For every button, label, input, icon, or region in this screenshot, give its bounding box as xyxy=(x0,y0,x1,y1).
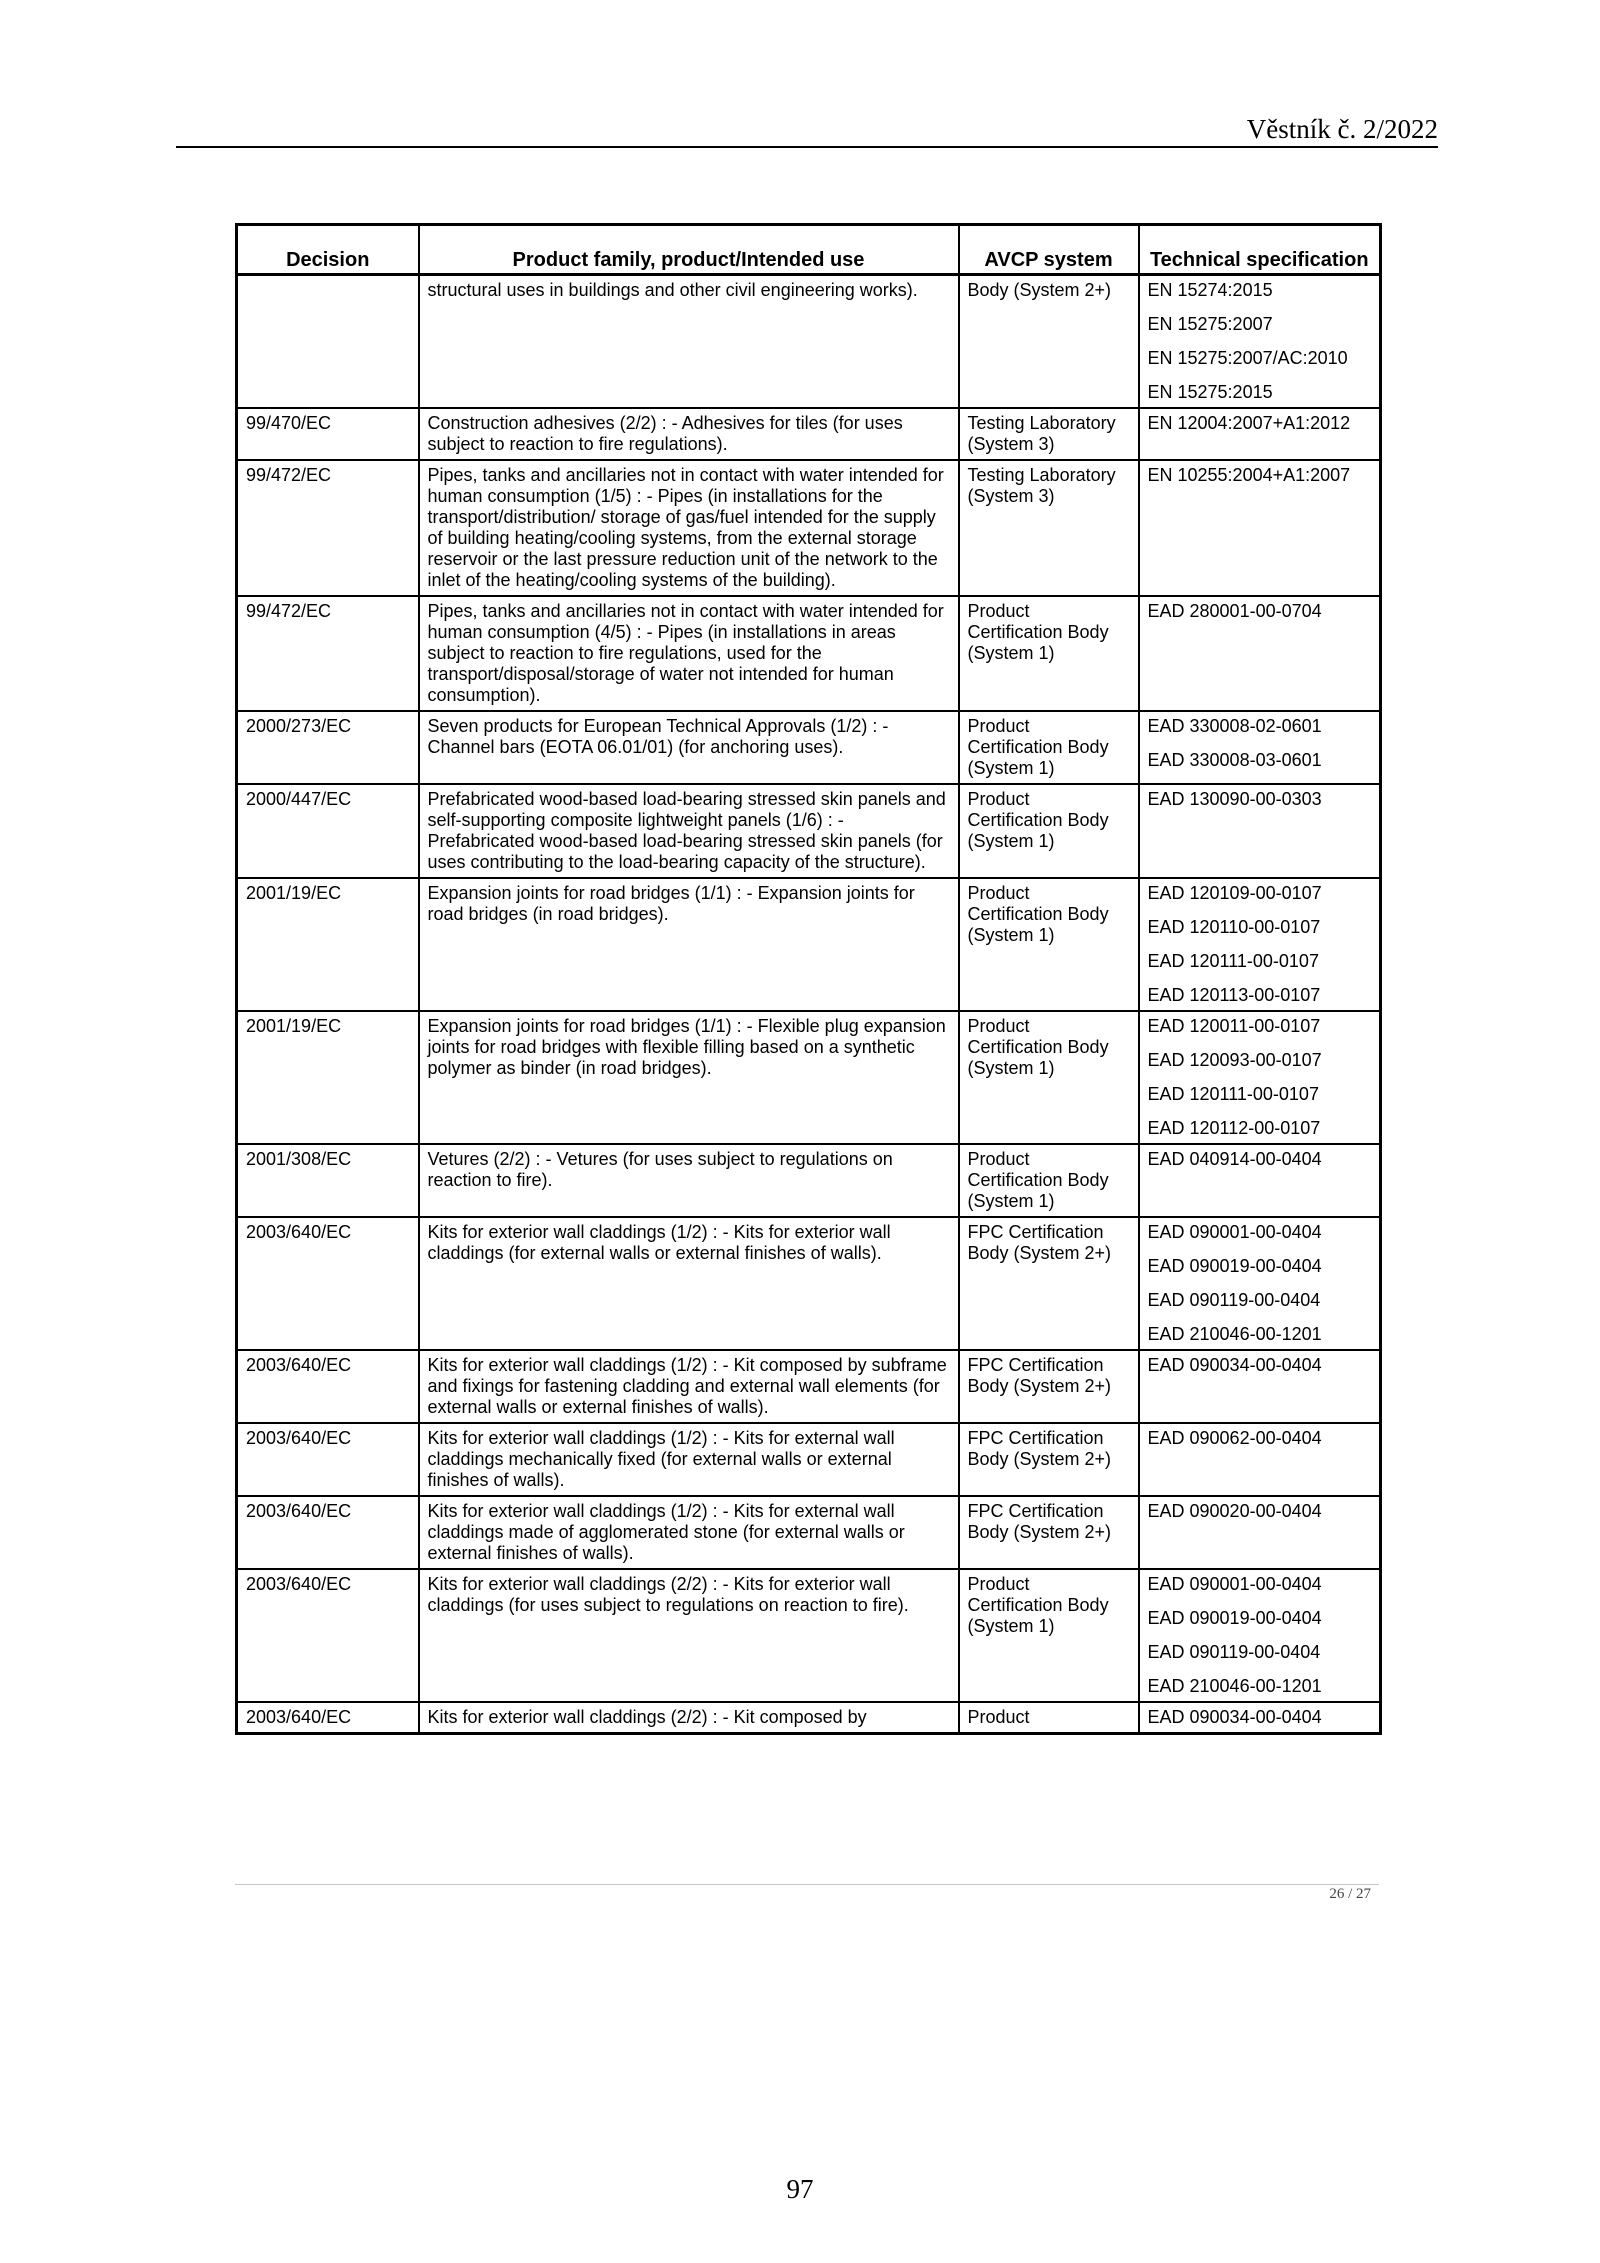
specification-cell xyxy=(1139,784,1381,878)
product-cell: Expansion joints for road bridges (1/1) : - Expansion joints for road bridges (in road bridges). xyxy=(419,878,959,1011)
specification-cell xyxy=(1139,460,1381,596)
specification-item: EAD 120111-00-0107 xyxy=(1147,951,1319,971)
avcp-cell: Product Certification Body (System 1) xyxy=(959,784,1139,878)
avcp-cell: Product Certification Body (System 1) xyxy=(959,1569,1139,1702)
specification-cell xyxy=(1139,408,1381,460)
specification-cell xyxy=(1139,596,1381,711)
avcp-cell: Product xyxy=(959,1702,1139,1734)
specification-item: EAD 120113-00-0107 xyxy=(1147,985,1321,1005)
running-head: Věstník č. 2/2022 xyxy=(1246,114,1438,144)
avcp-cell: Product Certification Body (System 1) xyxy=(959,1144,1139,1217)
specification-item: EAD 090119-00-0404 xyxy=(1147,1642,1321,1662)
decision-cell: 99/472/EC xyxy=(237,596,419,711)
table-row xyxy=(237,1423,1381,1496)
footer-rule xyxy=(235,1884,1379,1885)
decision-cell: 99/472/EC xyxy=(237,460,419,596)
specification-item: EAD 090119-00-0404 xyxy=(1147,1290,1321,1310)
decision-cell: 2001/19/EC xyxy=(237,878,419,1011)
table-row xyxy=(237,1011,1381,1144)
avcp-cell: Product Certification Body (System 1) xyxy=(959,711,1139,784)
specification-item: EAD 330008-02-0601 xyxy=(1147,716,1322,736)
table-row xyxy=(237,1350,1381,1423)
specification-item: EAD 210046-00-1201 xyxy=(1147,1676,1322,1696)
specification-item: EAD 040914-00-0404 xyxy=(1147,1149,1322,1169)
avcp-cell: FPC Certification Body (System 2+) xyxy=(959,1423,1139,1496)
product-cell: Prefabricated wood-based load-bearing stressed skin panels and self-supporting composite lightweight panels (1/6) : - Prefabricated wood-based load-bearing stressed skin panels (for uses contributing to the load-bearing capacity of the structure). xyxy=(419,784,959,878)
product-cell: Kits for exterior wall claddings (1/2) : - Kit composed by subframe and fixings for fastening cladding and external wall elements (for external walls or external finishes of walls). xyxy=(419,1350,959,1423)
avcp-cell: Body (System 2+) xyxy=(959,275,1139,409)
specification-cell xyxy=(1139,711,1381,784)
avcp-cell: Product Certification Body (System 1) xyxy=(959,596,1139,711)
avcp-cell: Product Certification Body (System 1) xyxy=(959,878,1139,1011)
decision-cell: 2003/640/EC xyxy=(237,1569,419,1702)
column-header: Decision xyxy=(237,225,419,275)
specification-cell xyxy=(1139,1144,1381,1217)
column-header: AVCP system xyxy=(959,225,1139,275)
specification-cell xyxy=(1139,275,1381,409)
specification-cell xyxy=(1139,1011,1381,1144)
product-cell: Kits for exterior wall claddings (2/2) : - Kit composed by xyxy=(419,1702,959,1734)
specification-item: EN 15275:2007 xyxy=(1147,314,1273,334)
decision-cell: 2003/640/EC xyxy=(237,1702,419,1734)
table-row xyxy=(237,275,1381,409)
decision-cell: 2001/308/EC xyxy=(237,1144,419,1217)
table-row xyxy=(237,1496,1381,1569)
product-cell: Kits for exterior wall claddings (1/2) : - Kits for external wall claddings mechanically fixed (for external walls or external finishes of walls). xyxy=(419,1423,959,1496)
specification-item: EAD 090034-00-0404 xyxy=(1147,1707,1322,1727)
specification-item: EAD 090019-00-0404 xyxy=(1147,1256,1322,1276)
product-cell: Kits for exterior wall claddings (1/2) : - Kits for external wall claddings made of agglomerated stone (for external walls or external finishes of walls). xyxy=(419,1496,959,1569)
table-body xyxy=(237,275,1381,1734)
specification-item: EAD 280001-00-0704 xyxy=(1147,601,1322,621)
decision-cell: 2003/640/EC xyxy=(237,1423,419,1496)
specification-cell xyxy=(1139,1350,1381,1423)
specification-item: EAD 120093-00-0107 xyxy=(1147,1050,1322,1070)
specification-item: EAD 330008-03-0601 xyxy=(1147,750,1322,770)
specification-item: EAD 120011-00-0107 xyxy=(1147,1016,1321,1036)
specification-item: EAD 120109-00-0107 xyxy=(1147,883,1322,903)
header-rule xyxy=(176,146,1438,148)
specification-item: EAD 130090-00-0303 xyxy=(1147,789,1322,809)
avcp-cell: Product Certification Body (System 1) xyxy=(959,1011,1139,1144)
specification-item: EAD 210046-00-1201 xyxy=(1147,1324,1322,1344)
avcp-cell: Testing Laboratory (System 3) xyxy=(959,460,1139,596)
table-row xyxy=(237,460,1381,596)
decision-cell: 2003/640/EC xyxy=(237,1217,419,1350)
specification-item: EAD 090001-00-0404 xyxy=(1147,1222,1322,1242)
specification-item: EN 10255:2004+A1:2007 xyxy=(1147,465,1351,485)
decision-cell: 2000/273/EC xyxy=(237,711,419,784)
table-row xyxy=(237,711,1381,784)
specification-cell xyxy=(1139,1702,1381,1734)
specification-cell xyxy=(1139,1423,1381,1496)
table-row xyxy=(237,408,1381,460)
table-row xyxy=(237,878,1381,1011)
table-row xyxy=(237,596,1381,711)
table-row xyxy=(237,1702,1381,1734)
product-cell: Pipes, tanks and ancillaries not in contact with water intended for human consumption (1/5) : - Pipes (in installations for the transport/distribution/ storage of gas/fuel intended for the supply of building heating/cooling systems, from the external storage reservoir or the last pressure reduction unit of the network to the inlet of the heating/cooling systems of the building). xyxy=(419,460,959,596)
specification-item: EAD 120110-00-0107 xyxy=(1147,917,1321,937)
product-cell: Kits for exterior wall claddings (2/2) : - Kits for exterior wall claddings (for uses subject to regulations on reaction to fire). xyxy=(419,1569,959,1702)
avcp-cell: FPC Certification Body (System 2+) xyxy=(959,1496,1139,1569)
avcp-cell: Testing Laboratory (System 3) xyxy=(959,408,1139,460)
table-row xyxy=(237,784,1381,878)
page-count: 26 / 27 xyxy=(1329,1886,1371,1902)
product-cell: structural uses in buildings and other civil engineering works). xyxy=(419,275,959,409)
decision-cell xyxy=(237,275,419,409)
specification-item: EAD 090034-00-0404 xyxy=(1147,1355,1322,1375)
product-cell: Pipes, tanks and ancillaries not in contact with water intended for human consumption (4/5) : - Pipes (in installations in areas subject to reaction to fire regulations, used for the transport/disposal/storage of water not intended for human consumption). xyxy=(419,596,959,711)
specification-cell xyxy=(1139,1569,1381,1702)
product-cell: Seven products for European Technical Approvals (1/2) : - Channel bars (EOTA 06.01/01) (for anchoring uses). xyxy=(419,711,959,784)
decision-cell: 2001/19/EC xyxy=(237,1011,419,1144)
specification-item: EAD 090001-00-0404 xyxy=(1147,1574,1322,1594)
product-cell: Expansion joints for road bridges (1/1) : - Flexible plug expansion joints for road bridges with flexible filling based on a synthetic polymer as binder (in road bridges). xyxy=(419,1011,959,1144)
column-header: Technical specification xyxy=(1139,225,1381,275)
decision-cell: 2003/640/EC xyxy=(237,1350,419,1423)
page-number: 97 xyxy=(786,2174,814,2204)
avcp-cell: FPC Certification Body (System 2+) xyxy=(959,1217,1139,1350)
product-cell: Kits for exterior wall claddings (1/2) : - Kits for exterior wall claddings (for external walls or external finishes of walls). xyxy=(419,1217,959,1350)
specification-item: EN 15275:2007/AC:2010 xyxy=(1147,348,1348,368)
specification-item: EN 15274:2015 xyxy=(1147,280,1273,300)
product-cell: Construction adhesives (2/2) : - Adhesives for tiles (for uses subject to reaction to fire regulations). xyxy=(419,408,959,460)
specification-item: EAD 090019-00-0404 xyxy=(1147,1608,1322,1628)
specification-item: EAD 120112-00-0107 xyxy=(1147,1118,1321,1138)
column-header: Product family, product/Intended use xyxy=(419,225,959,275)
specification-cell xyxy=(1139,878,1381,1011)
specification-item: EAD 120111-00-0107 xyxy=(1147,1084,1319,1104)
table-row xyxy=(237,1217,1381,1350)
specification-item: EAD 090020-00-0404 xyxy=(1147,1501,1322,1521)
product-cell: Vetures (2/2) : - Vetures (for uses subject to regulations on reaction to fire). xyxy=(419,1144,959,1217)
specification-cell xyxy=(1139,1496,1381,1569)
decision-cell: 2003/640/EC xyxy=(237,1496,419,1569)
specification-item: EN 15275:2015 xyxy=(1147,382,1273,402)
specification-item: EN 12004:2007+A1:2012 xyxy=(1147,413,1351,433)
decisions-table xyxy=(235,223,1382,1735)
table-row xyxy=(237,1569,1381,1702)
table-header-row xyxy=(237,225,1381,275)
decision-cell: 99/470/EC xyxy=(237,408,419,460)
decision-cell: 2000/447/EC xyxy=(237,784,419,878)
avcp-cell: FPC Certification Body (System 2+) xyxy=(959,1350,1139,1423)
specification-item: EAD 090062-00-0404 xyxy=(1147,1428,1322,1448)
specification-cell xyxy=(1139,1217,1381,1350)
table-row xyxy=(237,1144,1381,1217)
